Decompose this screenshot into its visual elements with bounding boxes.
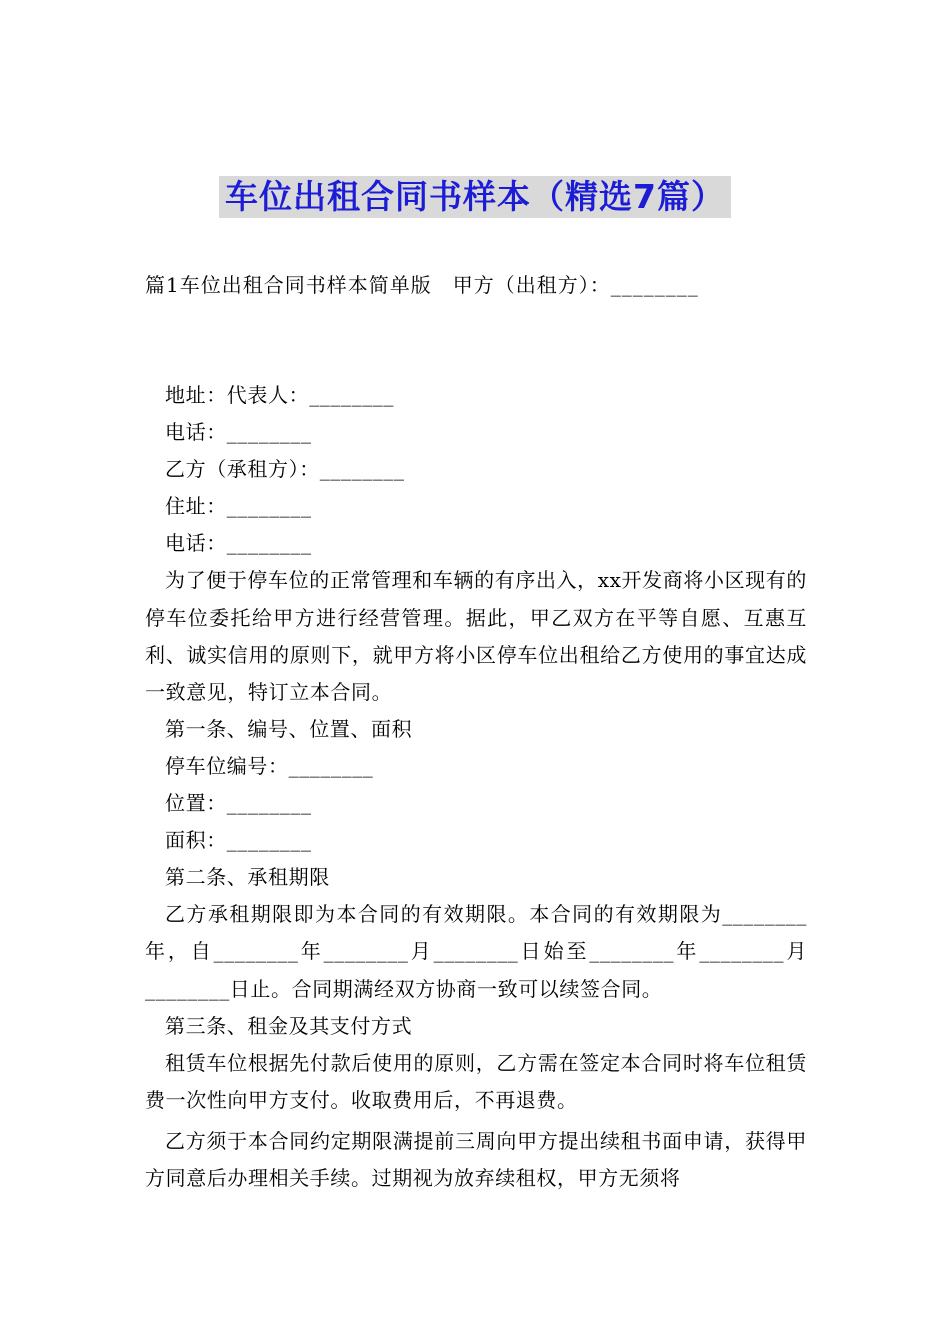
contract-body — [145, 377, 807, 1197]
intro-line: 篇1车位出租合同书样本简单版 甲方（出租方）：________ — [145, 273, 699, 297]
article-2-heading: 第二条、承租期限 — [165, 865, 330, 890]
article-3-heading: 第三条、租金及其支付方式 — [165, 1013, 413, 1038]
term-paragraph: 乙方承租期限即为本合同的有效期限。本合同的有效期限为________年，自________年________月________日始至________年________月________日止。合同期满经双方协商一致可以续签合同。 — [145, 902, 807, 1001]
residence-line: 住址：________ — [165, 494, 312, 519]
payment-paragraph: 租赁车位根据先付款后使用的原则，乙方需在签定本合同时将车位租赁费一次性向甲方支付。收取费用后，不再退费。 — [145, 1050, 807, 1112]
location-line: 位置：________ — [165, 791, 312, 816]
area-line: 面积：________ — [165, 828, 312, 853]
spot-number-line: 停车位编号：________ — [165, 753, 374, 778]
article-1-heading: 第一条、编号、位置、面积 — [165, 716, 413, 741]
phone-line-a: 电话：________ — [165, 420, 312, 445]
party-b-line: 乙方（承租方）：________ — [165, 457, 405, 482]
preamble-paragraph: 为了便于停车位的正常管理和车辆的有序出入，xx开发商将小区现有的停车位委托给甲方进行经营管理。据此，甲乙双方在平等自愿、互惠互利、诚实信用的原则下，就甲方将小区停车位出租给乙方使用的事宜达成一致意见，特订立本合同。 — [145, 568, 807, 704]
renewal-paragraph: 乙方须于本合同约定期限满提前三周向甲方提出续租书面申请，获得甲方同意后办理相关手续。过期视为放弃续租权，甲方无须将 — [145, 1128, 807, 1190]
title-container — [0, 176, 950, 218]
address-line: 地址：代表人：________ — [165, 383, 394, 407]
document-title: 车位出租合同书样本（精选7篇） — [219, 176, 731, 218]
phone-line-b: 电话：________ — [165, 531, 312, 556]
